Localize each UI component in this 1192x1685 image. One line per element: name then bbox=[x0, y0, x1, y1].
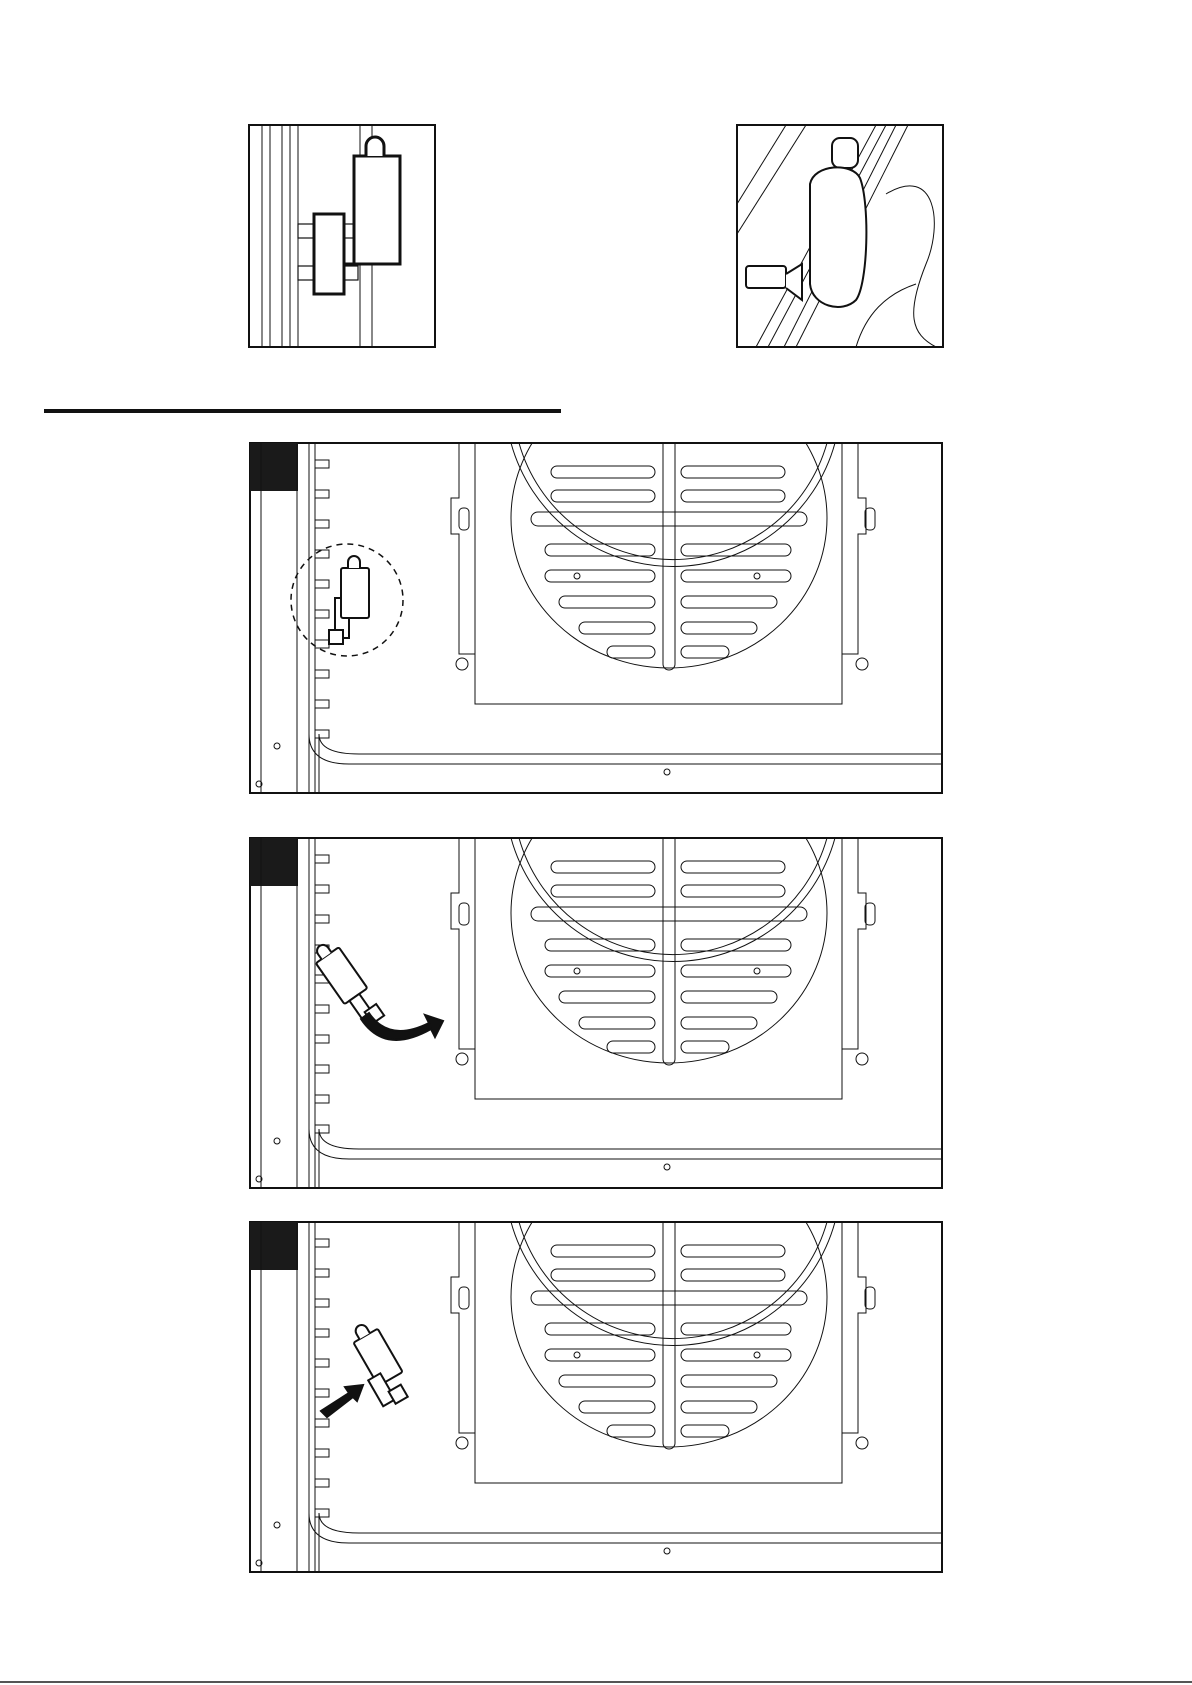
step-2-figure bbox=[249, 837, 943, 1189]
page-bottom-rule bbox=[0, 1681, 1192, 1683]
step-badge-icon bbox=[250, 1222, 298, 1270]
clip-detail-diagram bbox=[248, 124, 436, 348]
clip-detail-perspective bbox=[736, 124, 944, 348]
step-badge-icon bbox=[250, 443, 298, 491]
section-divider bbox=[44, 409, 561, 413]
step-3-figure bbox=[249, 1221, 943, 1573]
step-badge-icon bbox=[250, 838, 298, 886]
step-1-figure bbox=[249, 442, 943, 794]
